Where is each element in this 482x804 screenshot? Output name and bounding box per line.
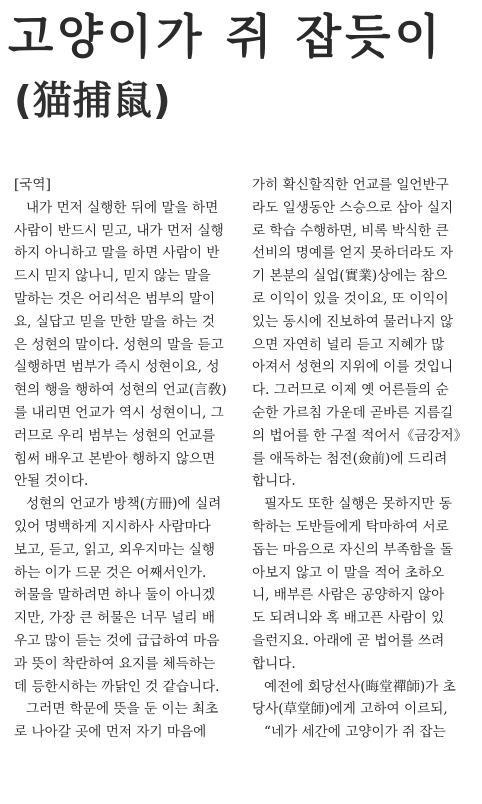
text-line: 으면 자연히 널리 듣고 지혜가 많 bbox=[252, 336, 445, 353]
text-line: 학하는 도반들에게 탁마하여 서로 bbox=[252, 518, 449, 535]
text-line: 로 학습 수행하면, 비록 박식한 큰 bbox=[252, 222, 449, 239]
text-line: 힘써 배우고 본받아 행하지 않으면 bbox=[14, 450, 216, 467]
text-line: 아보지 않고 이 말을 적어 초하오 bbox=[252, 564, 445, 581]
text-line: 돕는 마음으로 자신의 부족함을 돌 bbox=[252, 541, 454, 558]
text-line: 은 성현의 말이다. 성현의 말을 듣고 bbox=[14, 336, 224, 353]
text-line: 그러면 학문에 뜻을 둔 이는 최초 bbox=[26, 701, 219, 718]
text-line: 를 애독하는 첨전(僉前)에 드리려 bbox=[252, 450, 448, 467]
text-line: 보고, 듣고, 읽고, 외우지마는 실행 bbox=[14, 541, 215, 558]
text-line: 합니다. bbox=[252, 655, 296, 672]
text-line: 가히 확신할직한 언교를 일언반구 bbox=[252, 177, 449, 193]
text-line: 지만, 가장 큰 허물은 너무 널리 배 bbox=[14, 610, 215, 627]
text-line: 도 되려니와 혹 배고픈 사람이 있 bbox=[252, 610, 445, 627]
text-line: 니, 배부른 사람은 공양하지 않아 bbox=[252, 587, 445, 604]
text-line: 다. 그러므로 이제 옛 어른들의 순 bbox=[252, 382, 449, 399]
text-line: 아져서 성현의 지위에 이를 것입니 bbox=[252, 359, 454, 376]
text-line: 성현의 언교가 방책(方冊)에 실려 bbox=[26, 496, 222, 513]
left-text-column bbox=[14, 174, 230, 744]
text-line: 허물을 말하려면 하나 둘이 아니겠 bbox=[14, 587, 216, 604]
text-line: 예전에 회당선사(晦堂禪師)가 초 bbox=[264, 678, 456, 695]
text-line: 과 뜻이 착란하여 요지를 체득하는 bbox=[14, 655, 216, 672]
text-line: 로 나아갈 곳에 먼저 자기 마음에 bbox=[14, 724, 207, 741]
text-line: 로 이익이 있을 것이요, 또 이익이 bbox=[252, 290, 449, 307]
text-line: 을런지요. 아래에 곧 법어를 쓰려 bbox=[252, 632, 445, 649]
article-title: 고양이가 쥐 잡듯이 bbox=[8, 10, 444, 65]
text-line: 말하는 것은 어리석은 범부의 말이 bbox=[14, 290, 216, 307]
text-line: “네가 세간에 고양이가 쥐 잡는 bbox=[264, 724, 446, 741]
right-text-column bbox=[252, 174, 470, 744]
text-line: 데 등한시하는 까닭인 것 같습니다. bbox=[14, 678, 220, 695]
text-line: 안될 것이다. bbox=[14, 473, 89, 490]
text-line: 사람이 반드시 믿고, 내가 먼저 실행 bbox=[14, 222, 224, 239]
text-line: 현의 행을 행하여 성현의 언교(言敎) bbox=[14, 382, 227, 399]
text-line: 라도 일생동안 스승으로 삼아 실지 bbox=[252, 199, 454, 216]
text-line: 당사(草堂師)에게 고하여 이르되, bbox=[252, 701, 448, 718]
section-label: [국역] bbox=[14, 177, 51, 193]
text-line: 필자도 또한 실행은 못하지만 동 bbox=[264, 496, 452, 513]
text-line: 하는 이가 드문 것은 어째서인가. bbox=[14, 564, 207, 581]
text-line: 있는 동시에 진보하여 물러나지 않 bbox=[252, 313, 454, 330]
text-line: 우고 많이 듣는 것에 급급하여 마음 bbox=[14, 632, 220, 649]
text-line: 순한 가르침 가운데 곧바른 지름길 bbox=[252, 404, 454, 421]
text-line: 요, 실답고 믿을 만한 말을 하는 것 bbox=[14, 313, 215, 330]
text-line: 드시 믿지 않나니, 믿지 않는 말을 bbox=[14, 268, 211, 285]
text-line: 있어 명백하게 지시하사 사람마다 bbox=[14, 518, 211, 535]
article-subtitle: (猫捕鼠) bbox=[14, 79, 172, 124]
text-line: 내가 먼저 실행한 뒤에 말을 하면 bbox=[26, 199, 219, 216]
text-line: 를 내리면 언교가 역시 성현이니, 그 bbox=[14, 404, 224, 421]
text-line: 선비의 명예를 얻지 못하더라도 자 bbox=[252, 245, 454, 262]
text-line: 실행하면 범부가 즉시 성현이요, 성 bbox=[14, 359, 220, 376]
text-line: 의 법어를 한 구절 적어서《금강저》 bbox=[252, 427, 468, 444]
text-line: 기 본분의 실업(實業)상에는 참으 bbox=[252, 268, 448, 285]
text-line: 러므로 우리 범부는 성현의 언교를 bbox=[14, 427, 216, 444]
text-line: 하지 아니하고 말을 하면 사람이 반 bbox=[14, 245, 220, 262]
text-line: 합니다. bbox=[252, 473, 296, 490]
